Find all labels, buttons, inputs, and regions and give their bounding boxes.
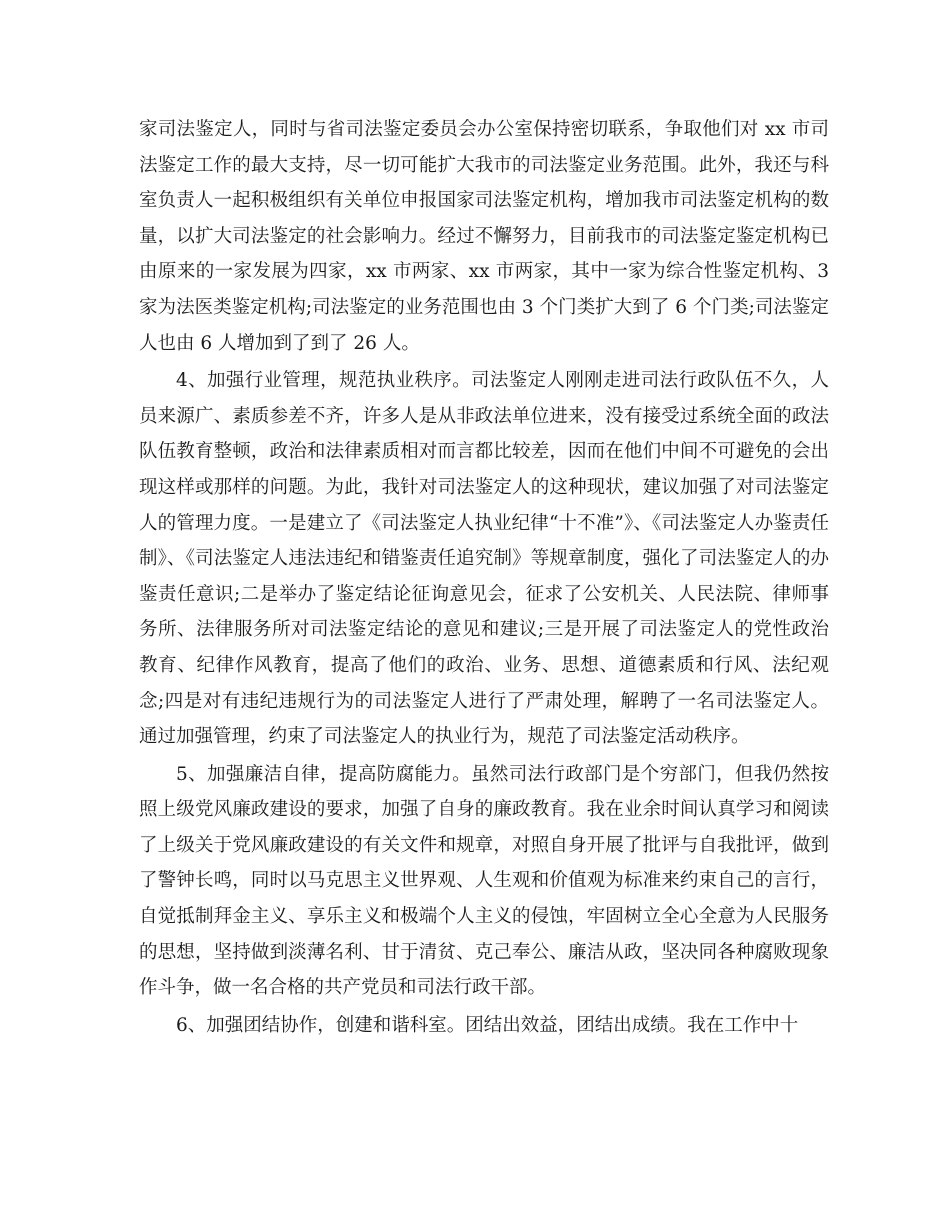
- paragraph-1: 家司法鉴定人，同时与省司法鉴定委员会办公室保持密切联系，争取他们对 xx 市司法鉴定工作的最大支持，尽一切可能扩大我市的司法鉴定业务范围。此外，我还与科室负责人一起积极组织有关单位申报国家司法鉴定机构，增加我市司法鉴定机构的数量，以扩大司法鉴定的社会影响力。经过不懈努力，目前我市的司法鉴定鉴定机构已由原来的一家发展为四家，xx 市两家、xx 市两家，其中一家为综合性鉴定机构、3 家为法医类鉴定机构;司法鉴定的业务范围也由 3 个门类扩大到了 6 个门类;司法鉴定人也由 6 人增加到了到了 26 人。: [139, 119, 829, 354]
- paragraph-3: 5、加强廉洁自律，提高防腐能力。虽然司法行政部门是个穷部门，但我仍然按照上级党风廉政建设的要求，加强了自身的廉政教育。我在业余时间认真学习和阅读了上级关于党风廉政建设的有关文件和规章，对照自身开展了批评与自我批评，做到了警钟长鸣，同时以马克思主义世界观、人生观和价值观为标准来约束自己的言行，自觉抵制拜金主义、享乐主义和极端个人主义的侵蚀，牢固树立全心全意为人民服务的思想，坚持做到淡薄名利、甘于清贫、克己奉公、廉洁从政，坚决同各种腐败现象作斗争，做一名合格的共产党员和司法行政干部。: [139, 763, 829, 999]
- paragraph-2: 4、加强行业管理，规范执业秩序。司法鉴定人刚刚走进司法行政队伍不久，人员来源广、素质参差不齐，许多人是从非政法单位进来，没有接受过系统全面的政法队伍教育整顿，政治和法律素质相对而言都比较差，因而在他们中间不可避免的会出现这样或那样的问题。为此，我针对司法鉴定人的这种现状，建议加强了对司法鉴定人的管理力度。一是建立了《司法鉴定人执业纪律“十不准”》、《司法鉴定人办鉴责任制》、《司法鉴定人违法违纪和错鉴责任追究制》等规章制度，强化了司法鉴定人的办鉴责任意识;二是举办了鉴定结论征询意见会，征求了公安机关、人民法院、律师事务所、法律服务所对司法鉴定结论的意见和建议;三是开展了司法鉴定人的党性政治教育、纪律作风教育，提高了他们的政治、业务、思想、道德素质和行风、法纪观念;四是对有违纪违规行为的司法鉴定人进行了严肃处理，解聘了一名司法鉴定人。通过加强管理，约束了司法鉴定人的执业行为，规范了司法鉴定活动秩序。: [139, 370, 829, 748]
- paragraph-4: 6、加强团结协作，创建和谐科室。团结出效益，团结出成绩。我在工作中十: [176, 1014, 799, 1036]
- document-body: [139, 112, 829, 1045]
